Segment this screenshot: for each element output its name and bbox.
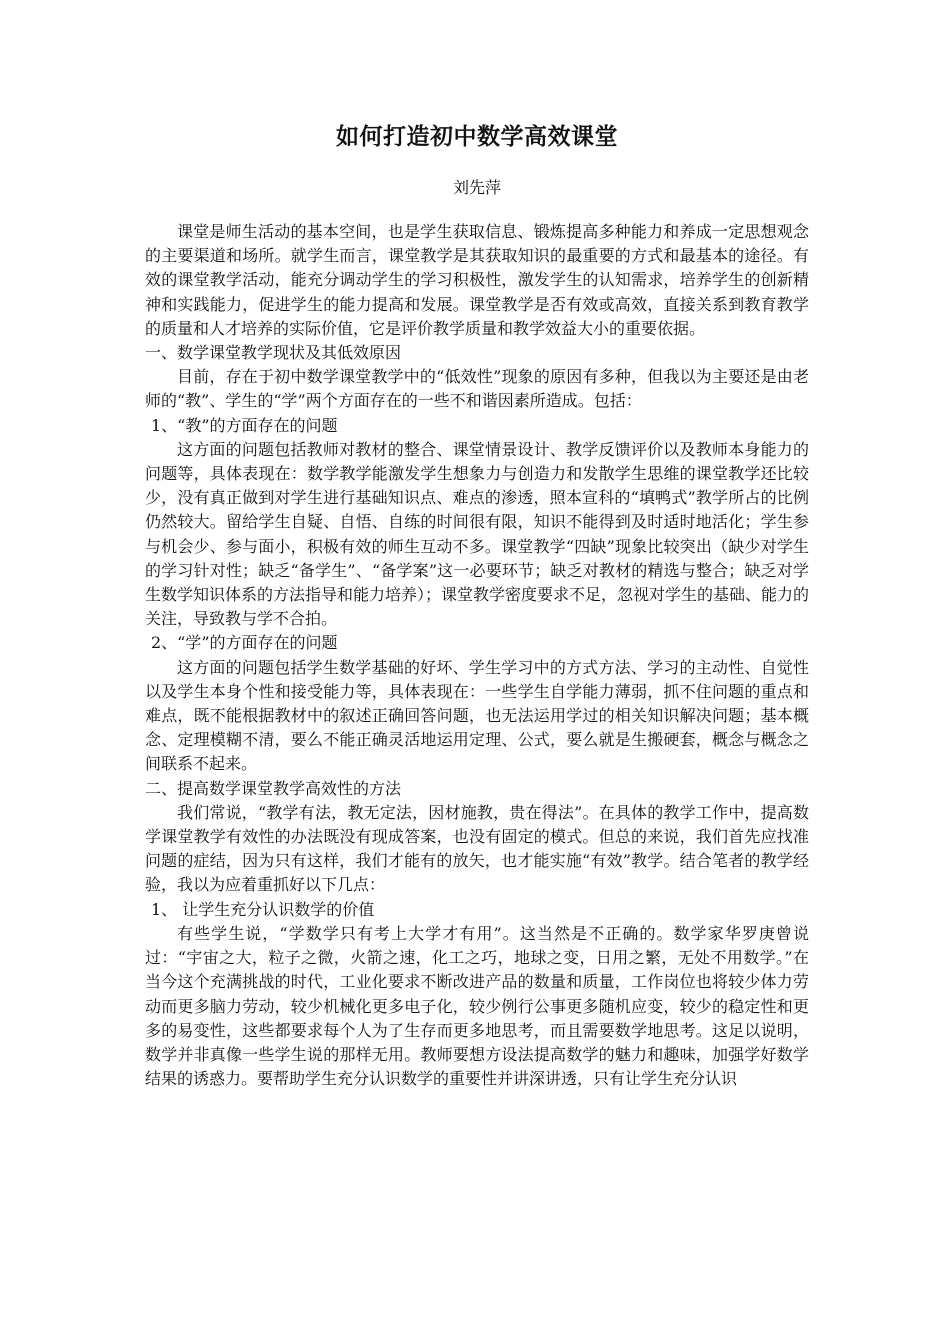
body-paragraph: 有些学生说，“学数学只有考上大学才有用”。这当然是不正确的。数学家华罗庚曾说过：“宇宙之大，粒子之微，火箭之速，化工之巧，地球之变，日用之繁，无处不用数学。”在当今这个充满挑战的时代，工业化要求不断改进产品的数量和质量，工作岗位也将较少体力劳动而更多脑力劳动，较少机械化更多电子化，较少例行公事更多随机应变，较少的稳定性和更多的易变性，这些都要求每个人为了生存而更多地思考，而且需要数学地思考。这足以说明，数学并非真像一些学生说的那样无用。教师要想方设法提高数学的魅力和趣味，加强学好数学结果的诱惑力。要帮助学生充分认识数学的重要性并讲深讲透，只有让学生充分认识 xyxy=(145,923,809,1089)
body-paragraph: 这方面的问题包括学生数学基础的好坏、学生学习中的方式方法、学习的主动性、自觉性以及学生本身个性和接受能力等，具体表现在：一些学生自学能力薄弱，抓不住问题的重点和难点，既不能根据教材中的叙述正确回答问题，也无法运用学过的相关知识解决问题；基本概念、定理模糊不清，要么不能正确灵活地运用定理、公式，要么就是生搬硬套，概念与概念之间联系不起来。 xyxy=(145,657,809,774)
document-body xyxy=(145,220,809,1091)
body-paragraph: 这方面的问题包括教师对教材的整合、课堂情景设计、教学反馈评价以及教师本身能力的问题等，具体表现在：数学教学能激发学生想象力与创造力和发散学生思维的课堂教学还比较少，没有真正做到对学生进行基础知识点、难点的渗透，照本宣科的“填鸭式”教学所占的比例仍然较大。留给学生自疑、自悟、自练的时间很有限，知识不能得到及时适时地活化；学生参与机会少、参与面小，积极有效的师生互动不多。课堂教学“四缺”现象比较突出（缺少对学生的学习针对性；缺乏“备学生”、“备学案”这一必要环节；缺乏对教材的精选与整合；缺乏对学生数学知识体系的方法指导和能力培养）；课堂教学密度要求不足，忽视对学生的基础、能力的关注，导致教与学不合拍。 xyxy=(145,439,810,629)
subsection-heading: 1、 让学生充分认识数学的价值 xyxy=(151,899,375,919)
document-content xyxy=(145,122,809,1091)
body-paragraph: 目前，存在于初中数学课堂教学中的“低效性”现象的原因有多种，但我以为主要还是由老师的“教”、学生的“学”两个方面存在的一些不和谐因素所造成。包括： xyxy=(145,367,809,411)
document-author: 刘先萍 xyxy=(452,178,501,197)
subsection-heading: 1、“教”的方面存在的问题 xyxy=(151,415,338,435)
body-paragraph: 我们常说，“教学有法，教无定法，因材施教，贵在得法”。在具体的教学工作中，提高数学课堂教学有效性的办法既没有现成答案，也没有固定的模式。但总的来说，我们首先应找准问题的症结，因为只有这样，我们才能有的放矢，也才能实施“有效”教学。结合笔者的教学经验，我以为应着重抓好以下几点： xyxy=(145,802,809,895)
subsection-heading: 2、“学”的方面存在的问题 xyxy=(151,633,338,653)
section-heading: 一、数学课堂教学现状及其低效原因 xyxy=(145,343,402,363)
document-title: 如何打造初中数学高效课堂 xyxy=(336,123,618,150)
body-paragraph: 课堂是师生活动的基本空间，也是学生获取信息、锻炼提高多种能力和养成一定思想观念的主要渠道和场所。就学生而言，课堂教学是其获取知识的最重要的方式和最基本的途径。有效的课堂教学活动，能充分调动学生的学习积极性，激发学生的认知需求，培养学生的创新精神和实践能力，促进学生的能力提高和发展。课堂教学是否有效或高效，直接关系到教育教学的质量和人才培养的实际价值，它是评价教学质量和教学效益大小的重要依据。 xyxy=(145,222,809,338)
section-heading: 二、提高数学课堂教学高效性的方法 xyxy=(145,778,402,798)
